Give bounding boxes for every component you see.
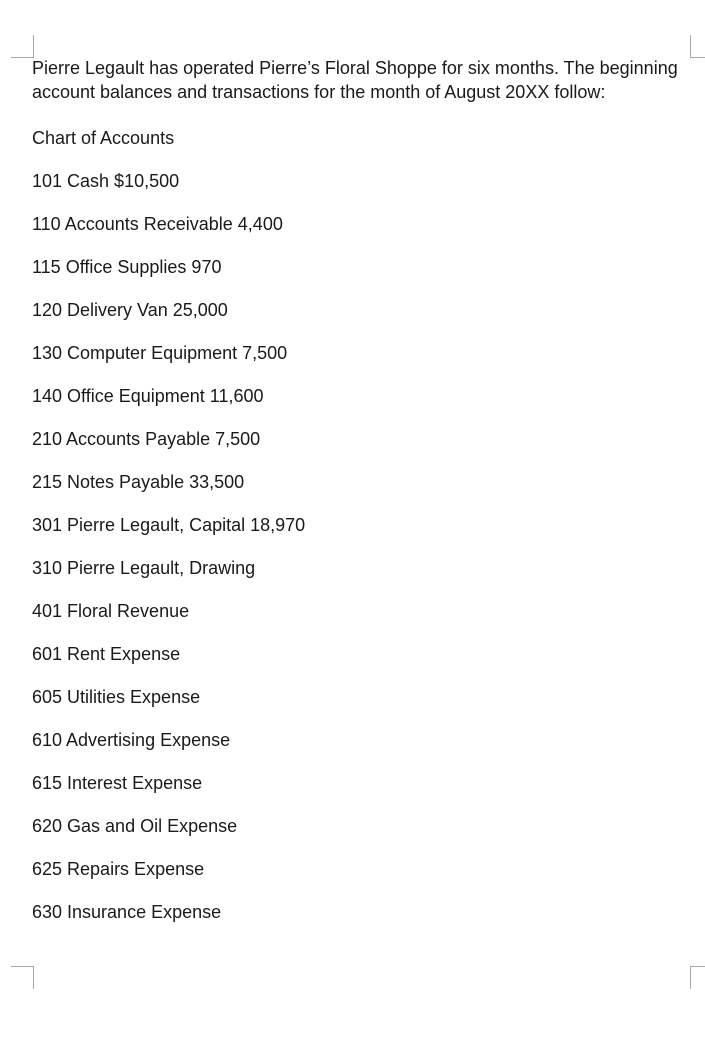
account-line [32,246,682,289]
account-line [32,375,682,418]
document-body [32,57,682,934]
account-text: 630 Insurance Expense [32,902,222,922]
account-text: 610 Advertising Expense [32,730,231,750]
account-line [32,891,682,934]
account-line [32,719,682,762]
account-line [32,848,682,891]
account-line [32,676,682,719]
account-line [32,504,682,547]
account-text: 210 Accounts Payable 7,500 [32,429,261,449]
account-text: 140 Office Equipment 11,600 [32,386,264,406]
account-text: 620 Gas and Oil Expense [32,816,238,836]
account-text: 101 Cash $10,500 [32,171,180,191]
account-text: 601 Rent Expense [32,644,181,664]
account-line [32,203,682,246]
crop-mark-bottom-left [11,966,34,989]
account-text: 301 Pierre Legault, Capital 18,970 [32,515,306,535]
account-text: 215 Notes Payable 33,500 [32,472,245,492]
crop-mark-top-left [11,35,34,58]
account-text: 615 Interest Expense [32,773,203,793]
account-line [32,633,682,676]
crop-mark-top-right [690,35,705,58]
account-text: 625 Repairs Expense [32,859,205,879]
account-text: 115 Office Supplies 970 [32,257,222,277]
account-text: 120 Delivery Van 25,000 [32,300,228,320]
chart-of-accounts-heading: Chart of Accounts [32,128,175,148]
account-line [32,418,682,461]
account-line [32,590,682,633]
account-line [32,762,682,805]
account-line [32,160,682,203]
account-line [32,805,682,848]
accounts-list [32,160,682,934]
intro-paragraph: Pierre Legault has operated Pierre’s Floral Shoppe for six months. The beginning account balances and transactions for the month of August 20XX follow: [32,58,678,102]
account-text: 605 Utilities Expense [32,687,201,707]
account-text: 130 Computer Equipment 7,500 [32,343,288,363]
account-line [32,461,682,504]
account-line [32,547,682,590]
account-text: 401 Floral Revenue [32,601,190,621]
account-text: 310 Pierre Legault, Drawing [32,558,256,578]
account-line [32,332,682,375]
account-text: 110 Accounts Receivable 4,400 [32,214,283,234]
account-line [32,289,682,332]
crop-mark-bottom-right [690,966,705,989]
